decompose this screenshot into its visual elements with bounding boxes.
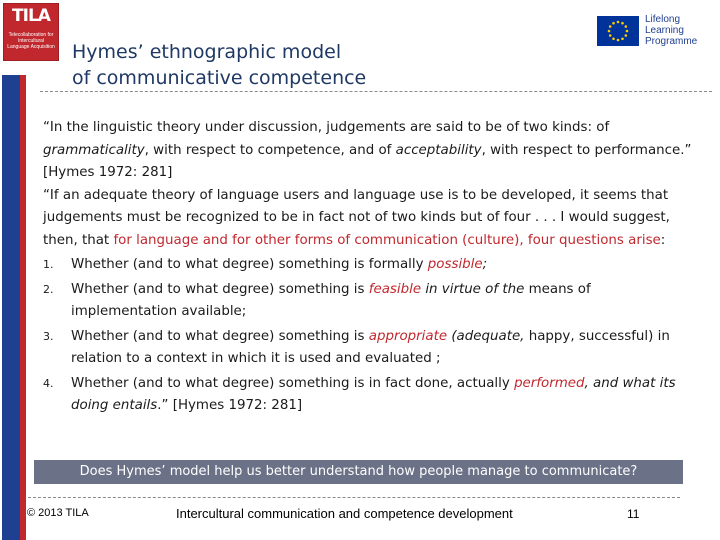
list-item-text-end: .” [Hymes 1972: 281] bbox=[157, 398, 303, 413]
eu-flag-icon bbox=[597, 16, 639, 46]
list-item-text: Whether (and to what degree) something is in fact done, actually bbox=[71, 375, 515, 391]
list-item-text: Whether (and to what degree) something is formally bbox=[71, 257, 428, 272]
footer-divider bbox=[28, 497, 680, 498]
list-item-text-end: means of implementation available; bbox=[71, 281, 591, 319]
list-item-text: Whether (and to what degree) something is bbox=[71, 328, 369, 344]
lifelong-learning-programme-logo bbox=[645, 14, 697, 47]
list-item-text-end: happy, successful) in relation to a context in which it is used and evaluated ; bbox=[71, 328, 670, 366]
quote1-text-e: , with respect to performance.” bbox=[481, 142, 692, 158]
tila-logo-text: Telecollaboration for Intercultural Language Acquisition bbox=[7, 32, 55, 50]
list-item-text-italic: , and what its doing entails bbox=[71, 375, 676, 413]
questions-list bbox=[43, 254, 693, 418]
list-item bbox=[43, 279, 693, 324]
tila-logo bbox=[3, 3, 59, 61]
quote1-text-c: , with respect to competence, and of bbox=[144, 142, 396, 158]
quote1-acceptability: acceptability bbox=[395, 142, 482, 158]
quote2-text-c: : bbox=[660, 232, 666, 248]
list-item-text-italic: in virtue of the bbox=[421, 281, 525, 297]
list-item bbox=[43, 373, 693, 418]
slide-title-line2: of communicative competence bbox=[72, 67, 367, 89]
slide-content bbox=[43, 117, 693, 418]
quote1-text-a: “In the linguistic theory under discussion, judgements are said to be of two kinds: of bbox=[43, 120, 610, 135]
title-divider bbox=[40, 91, 712, 92]
list-item-number: 1. bbox=[43, 258, 54, 271]
question-banner bbox=[34, 460, 683, 484]
keyword-feasible: feasible bbox=[368, 281, 422, 297]
quote1-grammaticality: grammaticality bbox=[43, 142, 145, 158]
quote-four-questions bbox=[43, 185, 693, 253]
left-accent-bar-blue bbox=[2, 75, 20, 540]
programme-line1: Lifelong bbox=[645, 14, 681, 25]
footer-course-title: Intercultural communication and competence development bbox=[176, 506, 513, 521]
list-item-text-italic: (adequate, bbox=[447, 328, 525, 344]
keyword-appropriate: appropriate bbox=[368, 328, 448, 344]
programme-line2: Learning bbox=[645, 25, 684, 36]
list-item-text-end: ; bbox=[482, 257, 488, 272]
quote-competence bbox=[43, 117, 693, 185]
list-item bbox=[43, 326, 693, 371]
quote1-citation: [Hymes 1972: 281] bbox=[43, 165, 173, 180]
programme-line3: Programme bbox=[645, 36, 698, 47]
left-accent-bar-red bbox=[20, 75, 26, 540]
slide-title bbox=[72, 39, 366, 91]
list-item-number: 3. bbox=[43, 329, 54, 343]
tila-logo-name: TILA bbox=[12, 6, 50, 26]
keyword-possible: possible bbox=[427, 257, 483, 272]
list-item-text: Whether (and to what degree) something is bbox=[71, 281, 369, 297]
list-item-number: 4. bbox=[43, 376, 54, 390]
page-number: 11 bbox=[627, 507, 640, 521]
footer-copyright: © 2013 TILA bbox=[27, 507, 89, 519]
list-item bbox=[43, 254, 693, 277]
question-text: Does Hymes’ model help us better understand how people manage to communicate? bbox=[79, 464, 638, 479]
keyword-performed: performed bbox=[514, 375, 585, 391]
list-item-number: 2. bbox=[43, 282, 54, 296]
slide-title-line1: Hymes’ ethnographic model bbox=[72, 41, 342, 63]
quote2-text-a: “If an adequate theory of language users and language use is to be developed, it seems that judgements must be recognized to be in fact not of two kinds but of four . . . I would suggest, then, that bbox=[43, 187, 670, 248]
quote2-highlight: for language and for other forms of communication (culture), four questions arise bbox=[113, 232, 661, 248]
